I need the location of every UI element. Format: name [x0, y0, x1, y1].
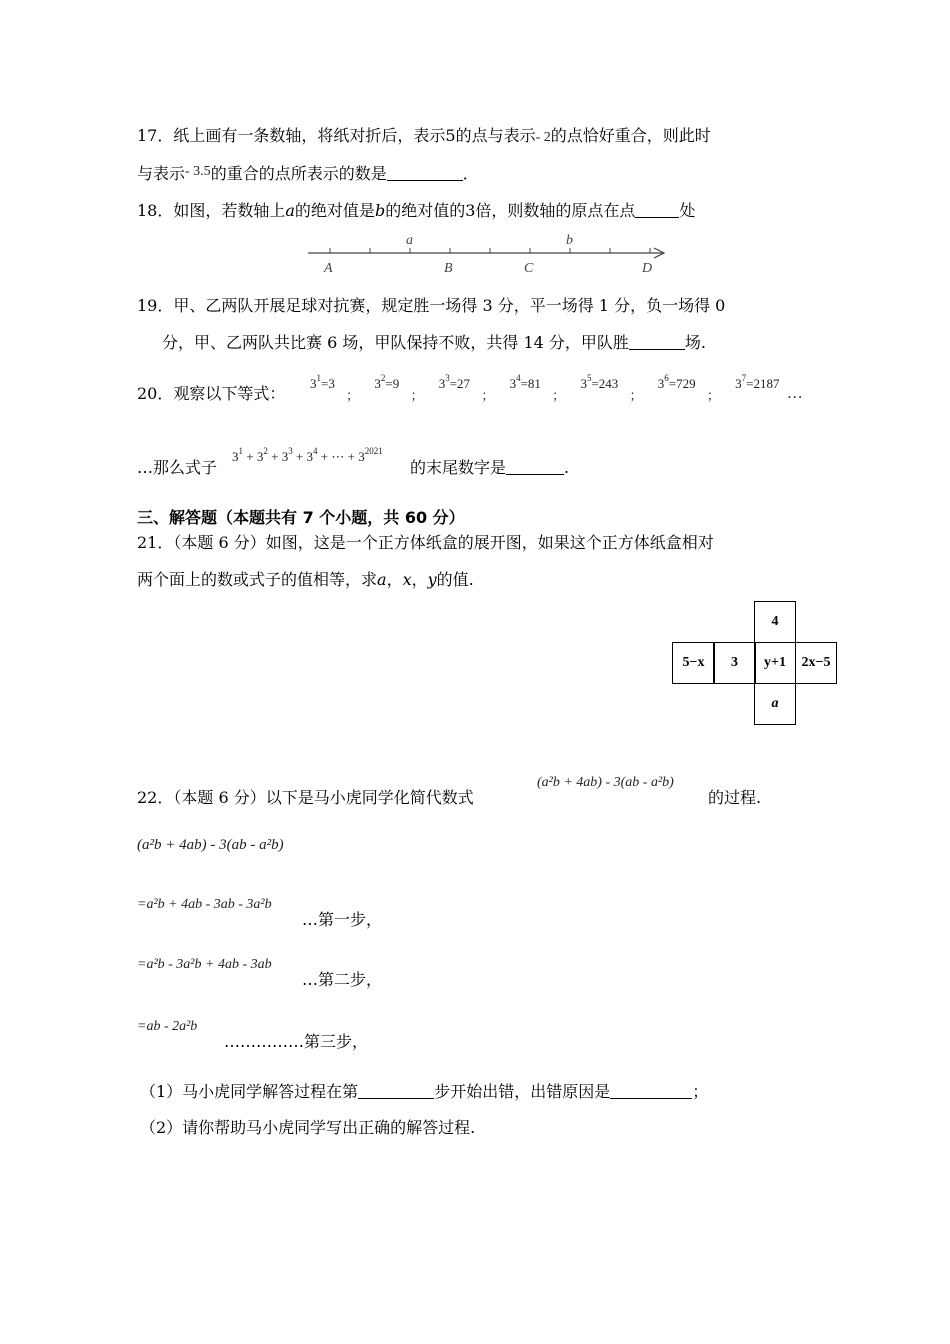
answer-blank-22-step[interactable]: [358, 1084, 434, 1099]
q20-sum-expression: $3^1 + 3^2 + 3^3 + 3^4$ + ⋯ + $3^{2021}$: [232, 446, 383, 464]
net-face-3: y+1: [754, 642, 796, 684]
q22-step2: =a²b - 3a²b + 4ab - 3ab: [137, 957, 272, 972]
answer-blank-19[interactable]: [629, 335, 685, 350]
net-face-1: 5−x: [672, 642, 715, 684]
eq-1: $3^1=3$: [310, 373, 335, 391]
eq-6: $3^6=729$: [657, 373, 696, 391]
q22-step1: =a²b + 4ab - 3ab - 3a²b: [137, 897, 272, 912]
q21-line2: 两个面上的数或式子的值相等，求a，x，y的值.: [137, 570, 474, 589]
q22-line1: 22．（本题 6 分）以下是马小虎同学化简代数式: [137, 788, 474, 807]
math-neg35: - 3.5: [185, 164, 211, 179]
answer-blank-18[interactable]: [635, 203, 679, 218]
label-a: a: [406, 233, 413, 248]
point-A: A: [324, 261, 333, 276]
q20-equations: $3^1=3$ ； $3^2=9$ ； $3^3=27$ ； $3^4=81$ ； $3^5=243$ ； $3^6=729$ ； $3^7=2187$ …: [310, 373, 803, 403]
q17-line2: 与表示- 3.5的重合的点所表示的数是 ．: [137, 164, 479, 183]
q20-line1: 20．观察以下等式：: [137, 384, 286, 403]
q22-step0: (a²b + 4ab) - 3(ab - a²b): [137, 837, 284, 853]
q22-step1-note: …第一步，: [302, 910, 383, 929]
net-face-bottom: a: [754, 683, 796, 725]
q19-line1: 19．甲、乙两队开展足球对抗赛，规定胜一场得 3 分，平一场得 1 分，负一场得 0: [137, 296, 726, 315]
point-C: C: [524, 261, 534, 276]
q22-part1: （1）马小虎同学解答过程在第 步开始出错，出错原因是 ；: [140, 1082, 709, 1101]
q20-line2-tail: 的末尾数字是 .: [410, 458, 570, 477]
q21-line1: 21．（本题 6 分）如图，这是一个正方体纸盒的展开图，如果这个正方体纸盒相对: [137, 533, 714, 552]
eq-3: $3^3=27$: [438, 373, 471, 391]
q22-step2-note: …第二步，: [302, 970, 383, 989]
number-line-figure: [300, 228, 680, 278]
answer-blank-17[interactable]: [387, 166, 463, 181]
q19-line2: 分，甲、乙两队共比赛 6 场，甲队保持不败，共得 14 分，甲队胜 场.: [162, 333, 706, 352]
q22-line1-tail: 的过程.: [708, 788, 762, 807]
eq-4: $3^4=81$: [509, 373, 541, 391]
eq-2: $3^2=9$: [374, 373, 400, 391]
section-heading: 三、解答题（本题共有 7 个小题，共 60 分）: [137, 508, 465, 527]
net-face-top: 4: [754, 601, 796, 643]
q22-step3: =ab - 2a²b: [137, 1019, 198, 1034]
q22-part2: （2）请你帮助马小虎同学写出正确的解答过程.: [140, 1118, 476, 1137]
point-D: D: [642, 261, 653, 276]
q18-line: 18．如图，若数轴上a的绝对值是b的绝对值的3倍，则数轴的原点在点 处: [137, 201, 696, 220]
math-neg2: - 2: [535, 130, 551, 145]
q22-expression: (a²b + 4ab) - 3(ab - a²b): [537, 775, 674, 790]
label-b: b: [566, 233, 573, 248]
eq-5: $3^5=243$: [580, 373, 619, 391]
answer-blank-20[interactable]: [506, 460, 564, 475]
answer-blank-22-reason[interactable]: [610, 1084, 692, 1099]
q20-line2: …那么式子: [137, 458, 218, 477]
eq-7: $3^7=2187$: [735, 373, 780, 391]
q22-step3-note: ……………第三步，: [224, 1032, 369, 1051]
net-face-2: 3: [713, 642, 756, 684]
point-B: B: [444, 261, 453, 276]
q17-line1: 17．纸上画有一条数轴，将纸对折后，表示5的点与表示- 2的点恰好重合，则此时: [137, 126, 711, 145]
net-face-4: 2x−5: [795, 642, 837, 684]
